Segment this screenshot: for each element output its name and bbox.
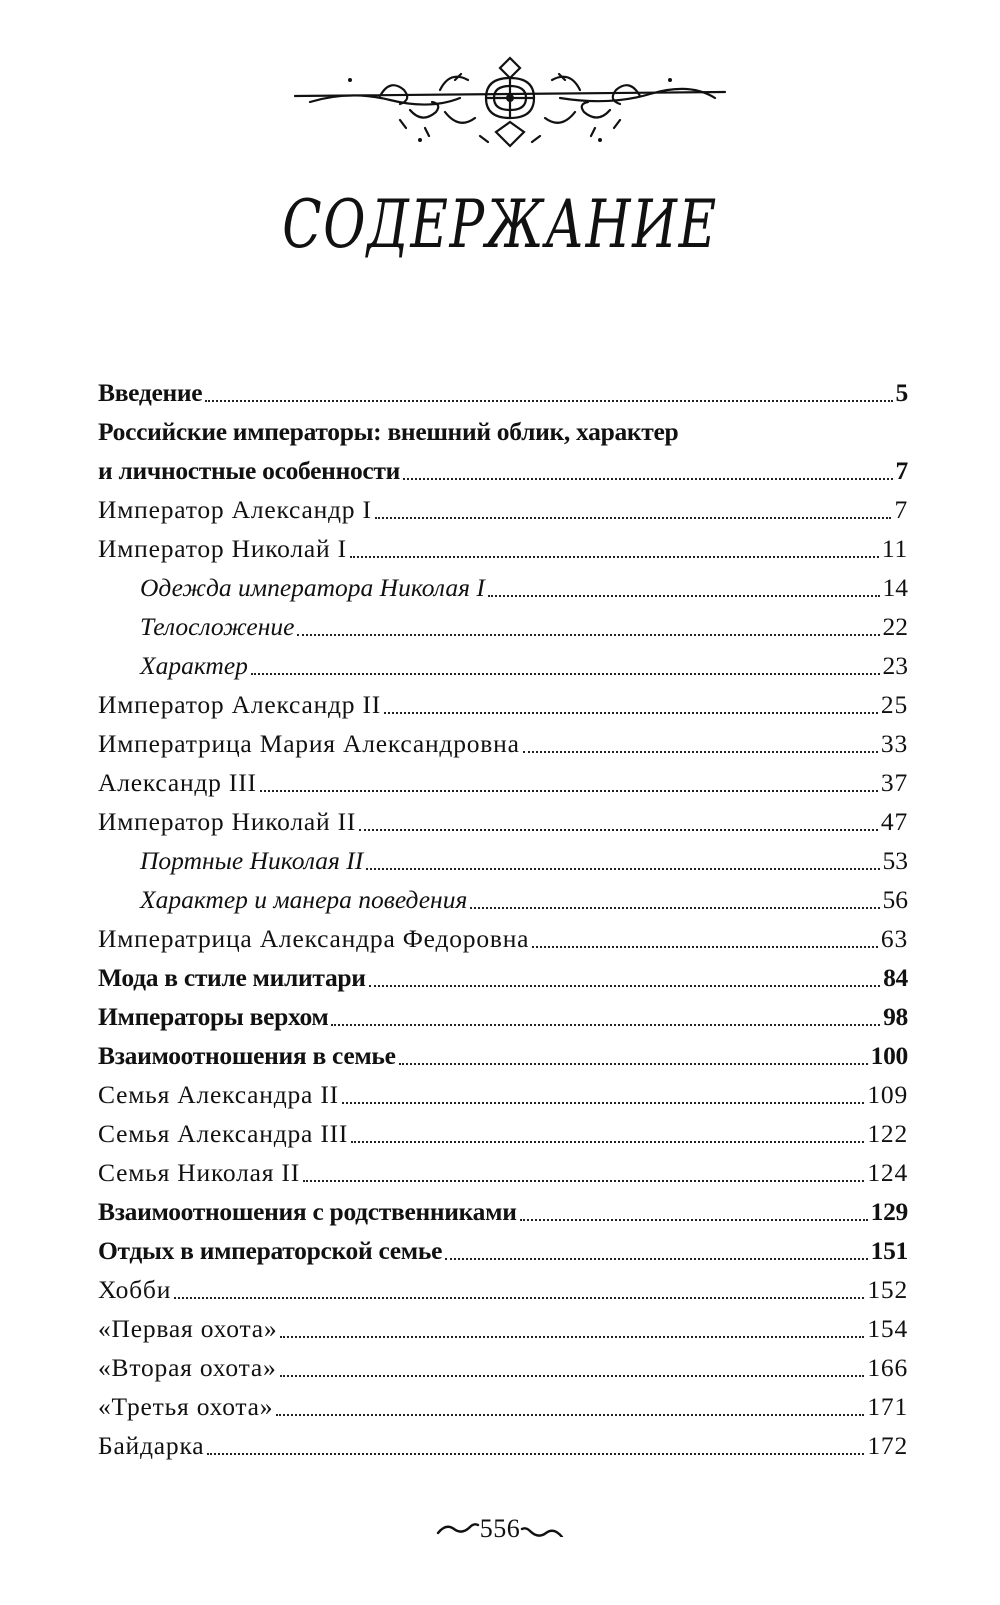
- toc-entry-title: «Первая охота»: [98, 1314, 278, 1344]
- toc-entry: [98, 994, 908, 1033]
- toc-entry-title: Семья Александра III: [98, 1119, 349, 1149]
- toc-entry-page: 166: [867, 1353, 908, 1383]
- dot-leader: [520, 1219, 868, 1221]
- dot-leader: [366, 868, 879, 870]
- dot-leader: [488, 595, 880, 597]
- page-title: СОДЕРЖАНИЕ: [282, 186, 718, 263]
- toc-entry-page: 152: [867, 1275, 908, 1305]
- dot-leader: [251, 673, 880, 675]
- toc-entry-title: Император Александр II: [98, 690, 382, 720]
- dot-leader: [375, 517, 892, 519]
- toc-entry-page: 124: [867, 1158, 908, 1188]
- toc-entry-page: 47: [880, 807, 908, 837]
- toc-entry-page: 172: [867, 1431, 908, 1461]
- dot-leader: [399, 1063, 868, 1065]
- toc-entry-title: Взаимоотношения в семье: [98, 1041, 396, 1071]
- toc-entry-page: 37: [880, 768, 908, 798]
- dot-leader: [331, 1024, 880, 1026]
- dot-leader: [359, 829, 878, 831]
- toc-entry-page: 56: [882, 885, 908, 915]
- toc-entry-page: 5: [895, 378, 908, 408]
- swash-right-icon: [520, 1521, 564, 1537]
- header-ornament-icon: [290, 50, 730, 160]
- toc-entry-title: Российские императоры: внешний облик, характер: [98, 417, 679, 447]
- toc-entry: [98, 799, 908, 838]
- toc-entry-title: Характер: [140, 651, 248, 681]
- swash-left-icon: [436, 1521, 480, 1537]
- dot-leader: [470, 907, 879, 909]
- toc-entry-title: Семья Александра II: [98, 1080, 339, 1110]
- toc-entry: [98, 1345, 908, 1384]
- dot-leader: [369, 985, 880, 987]
- toc-entry-page: 7: [895, 456, 908, 486]
- dot-leader: [276, 1414, 864, 1416]
- toc-entry-title: Император Николай I: [98, 534, 347, 564]
- dot-leader: [523, 751, 878, 753]
- toc-entry: [98, 1267, 908, 1306]
- toc-entry: [98, 1189, 908, 1228]
- toc-entry: [98, 487, 908, 526]
- toc-entry-page: 122: [867, 1119, 908, 1149]
- dot-leader: [280, 1336, 864, 1338]
- toc-entry: [98, 565, 908, 604]
- dot-leader: [532, 946, 878, 948]
- dot-leader: [174, 1297, 864, 1299]
- toc-entry-page: 84: [883, 963, 908, 993]
- toc-entry-page: 98: [883, 1002, 908, 1032]
- dot-leader: [342, 1102, 864, 1104]
- page-footer: [0, 1512, 1000, 1544]
- toc-entry: [98, 643, 908, 682]
- toc-entry-title: Телосложение: [140, 612, 295, 642]
- dot-leader: [297, 634, 879, 636]
- toc-entry-page: 25: [880, 690, 908, 720]
- toc-entry-title: Отдых в императорской семье: [98, 1236, 443, 1266]
- toc-entry-page: 129: [870, 1197, 908, 1227]
- toc-entry-title: Император Николай II: [98, 807, 357, 837]
- toc-entry-title: Семья Николая II: [98, 1158, 301, 1188]
- toc-entry-page: 63: [880, 924, 908, 954]
- toc-entry: [98, 760, 908, 799]
- toc-entry: [98, 1111, 908, 1150]
- toc-entry-title: Мода в стиле милитари: [98, 963, 366, 993]
- toc-entry: [98, 1306, 908, 1345]
- page-number: 556: [479, 1514, 521, 1544]
- toc-entry-page: 171: [867, 1392, 908, 1422]
- toc-entry-title: «Третья охота»: [98, 1392, 274, 1422]
- toc-entry-title: Портные Николая II: [140, 846, 364, 876]
- dot-leader: [280, 1375, 865, 1377]
- toc-entry: [98, 604, 908, 643]
- toc-entry: [98, 955, 908, 994]
- toc-entry: [98, 526, 908, 565]
- dot-leader: [205, 400, 892, 402]
- dot-leader: [384, 712, 878, 714]
- toc-entry-title: Император Александр I: [98, 495, 372, 525]
- dot-leader: [207, 1453, 864, 1455]
- toc-entry: [98, 1072, 908, 1111]
- toc-entry: [98, 877, 908, 916]
- toc-entry-page: 109: [867, 1080, 908, 1110]
- toc-entry-page: 22: [882, 612, 908, 642]
- toc-entry: [98, 1423, 908, 1462]
- toc-entry-title: Байдарка: [98, 1431, 205, 1461]
- dot-leader: [403, 478, 892, 480]
- toc-entry: [98, 448, 908, 487]
- toc-entry-title: Взаимоотношения с родственниками: [98, 1197, 517, 1227]
- toc-entry-page: 100: [870, 1041, 908, 1071]
- toc-entry-page: 154: [867, 1314, 908, 1344]
- toc-entry-page: 23: [882, 651, 908, 681]
- toc-entry-page: 7: [894, 495, 908, 525]
- toc-entry-title: Александр III: [98, 768, 257, 798]
- toc-entry: [98, 682, 908, 721]
- toc-entry-title: и личностные особенности: [98, 456, 401, 486]
- dot-leader: [445, 1258, 868, 1260]
- toc-entry: [98, 370, 908, 409]
- toc-entry: [98, 1228, 908, 1267]
- toc-entry-title: Хобби: [98, 1275, 172, 1305]
- toc-entry-title: Императрица Александра Федоровна: [98, 924, 530, 954]
- dot-leader: [260, 790, 878, 792]
- toc-entry-page: 53: [882, 846, 908, 876]
- toc-entry-title: Введение: [98, 378, 203, 408]
- toc-entry: [98, 1033, 908, 1072]
- toc-entry-title: Одежда императора Николая I: [140, 573, 485, 603]
- toc-entry-page: 14: [882, 573, 908, 603]
- toc-entry-page: 151: [870, 1236, 908, 1266]
- toc-entry: [98, 409, 908, 448]
- toc-entry: [98, 916, 908, 955]
- toc-entry-title: «Вторая охота»: [98, 1353, 277, 1383]
- toc-entry-title: Императрица Мария Александровна: [98, 729, 520, 759]
- toc-entry-title: Характер и манера поведения: [140, 885, 468, 915]
- dot-leader: [351, 1141, 864, 1143]
- toc-entry-page: 11: [881, 534, 908, 564]
- toc-entry-page: 33: [880, 729, 908, 759]
- toc-entry-title: Императоры верхом: [98, 1002, 329, 1032]
- dot-leader: [303, 1180, 864, 1182]
- dot-leader: [350, 556, 879, 558]
- table-of-contents: [98, 370, 908, 1462]
- toc-entry: [98, 1384, 908, 1423]
- toc-entry: [98, 721, 908, 760]
- toc-entry: [98, 838, 908, 877]
- toc-entry: [98, 1150, 908, 1189]
